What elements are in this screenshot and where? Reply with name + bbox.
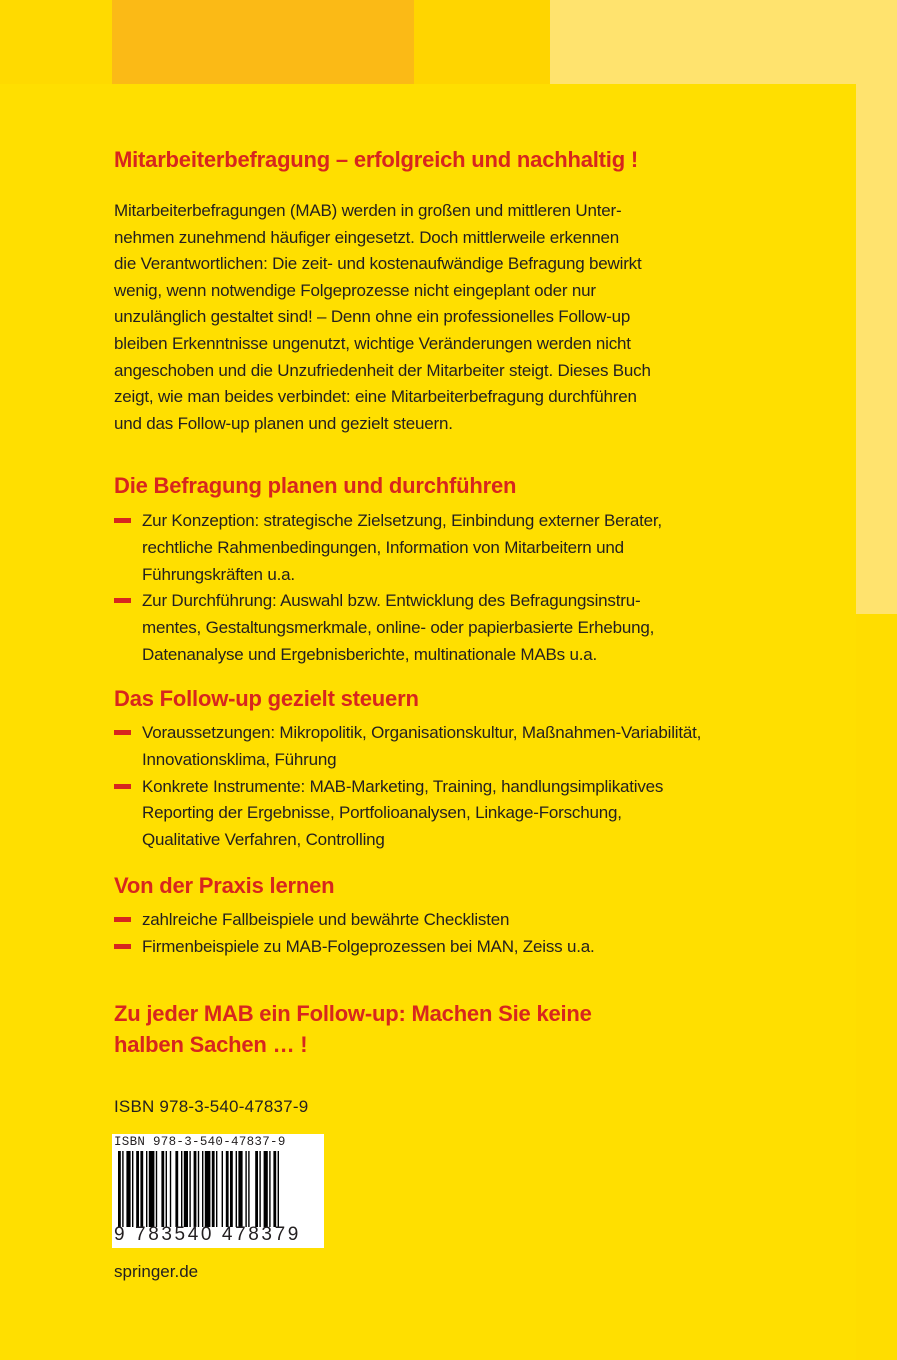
closing-line: halben Sachen … ! bbox=[114, 1032, 308, 1057]
section-bullets-follow-up bbox=[114, 720, 704, 854]
bullet-item: Firmenbeispiele zu MAB-Folgeprozessen bei MAN, Zeiss u.a. bbox=[114, 934, 734, 961]
bullet-item: Voraussetzungen: Mikropolitik, Organisationskultur, Maßnahmen-Variabilität, Innovationsklima, Führung bbox=[114, 720, 704, 774]
barcode-isbn-label: ISBN 978-3-540-47837-9 bbox=[114, 1135, 286, 1149]
intro-text bbox=[114, 198, 704, 437]
intro-line: bleiben Erkenntnisse ungenutzt, wichtige Veränderungen werden nicht bbox=[114, 333, 631, 353]
bullet-item: Zur Konzeption: strategische Zielsetzung, Einbindung externer Berater, rechtliche Rahmenbedingungen, Information von Mitarbeitern und Führungskräften u.a. bbox=[114, 508, 694, 588]
intro-line: zeigt, wie man beides verbindet: eine Mitarbeiterbefragung durchführen bbox=[114, 387, 637, 407]
bullet-item: zahlreiche Fallbeispiele und bewährte Checklisten bbox=[114, 907, 734, 934]
publisher-website: springer.de bbox=[114, 1262, 199, 1281]
intro-line: angeschoben und die Unzufriedenheit der Mitarbeiter steigt. Dieses Buch bbox=[114, 360, 651, 380]
barcode-digits: 9 783540 478379 bbox=[114, 1224, 301, 1245]
barcode-bars-icon bbox=[118, 1151, 318, 1227]
intro-line: wenig, wenn notwendige Folgeprozesse nicht eingeplant oder nur bbox=[114, 280, 596, 300]
intro-line: Mitarbeiterbefragungen (MAB) werden in großen und mittleren Unter- bbox=[114, 201, 622, 220]
top-band-left bbox=[0, 0, 112, 84]
right-strip-lower bbox=[856, 614, 897, 1360]
section-title-follow-up: Das Follow-up gezielt steuern bbox=[114, 686, 419, 711]
section-bullets-praxis bbox=[114, 907, 734, 961]
closing-statement bbox=[114, 998, 674, 1060]
isbn-number: ISBN 978-3-540-47837-9 bbox=[114, 1097, 309, 1116]
section-title-praxis: Von der Praxis lernen bbox=[114, 873, 335, 898]
top-band-pale bbox=[550, 0, 897, 84]
section-title-befragung: Die Befragung planen und durchführen bbox=[114, 473, 517, 498]
bullet-item: Konkrete Instrumente: MAB-Marketing, Training, handlungsimplikatives Reporting der Ergebnisse, Portfolioanalysen, Linkage-Forschung, Qualitative Verfahren, Controlling bbox=[114, 774, 704, 854]
section-bullets-befragung bbox=[114, 508, 694, 669]
intro-line: nehmen zunehmend häufiger eingesetzt. Doch mittlerweile erkennen bbox=[114, 227, 620, 247]
isbn-barcode bbox=[112, 1134, 324, 1248]
right-strip-upper bbox=[856, 84, 897, 614]
intro-line: und das Follow-up planen und gezielt steuern. bbox=[114, 413, 453, 433]
closing-line: Zu jeder MAB ein Follow-up: Machen Sie keine bbox=[114, 1001, 592, 1026]
top-band-orange bbox=[112, 0, 414, 84]
intro-line: unzulänglich gestaltet sind! – Denn ohne ein professionelles Follow-up bbox=[114, 307, 631, 327]
bullet-item: Zur Durchführung: Auswahl bzw. Entwicklung des Befragungsinstru-mentes, Gestaltungsmerkmale, online- oder papierbasierte Erhebung, Datenanalyse und Ergebnisberichte, multinationale MABs u.a. bbox=[114, 588, 694, 668]
top-band-middle bbox=[414, 0, 550, 84]
intro-line: die Verantwortlichen: Die zeit- und kostenaufwändige Befragung bewirkt bbox=[114, 254, 642, 274]
main-heading: Mitarbeiterbefragung – erfolgreich und nachhaltig ! bbox=[114, 147, 638, 172]
